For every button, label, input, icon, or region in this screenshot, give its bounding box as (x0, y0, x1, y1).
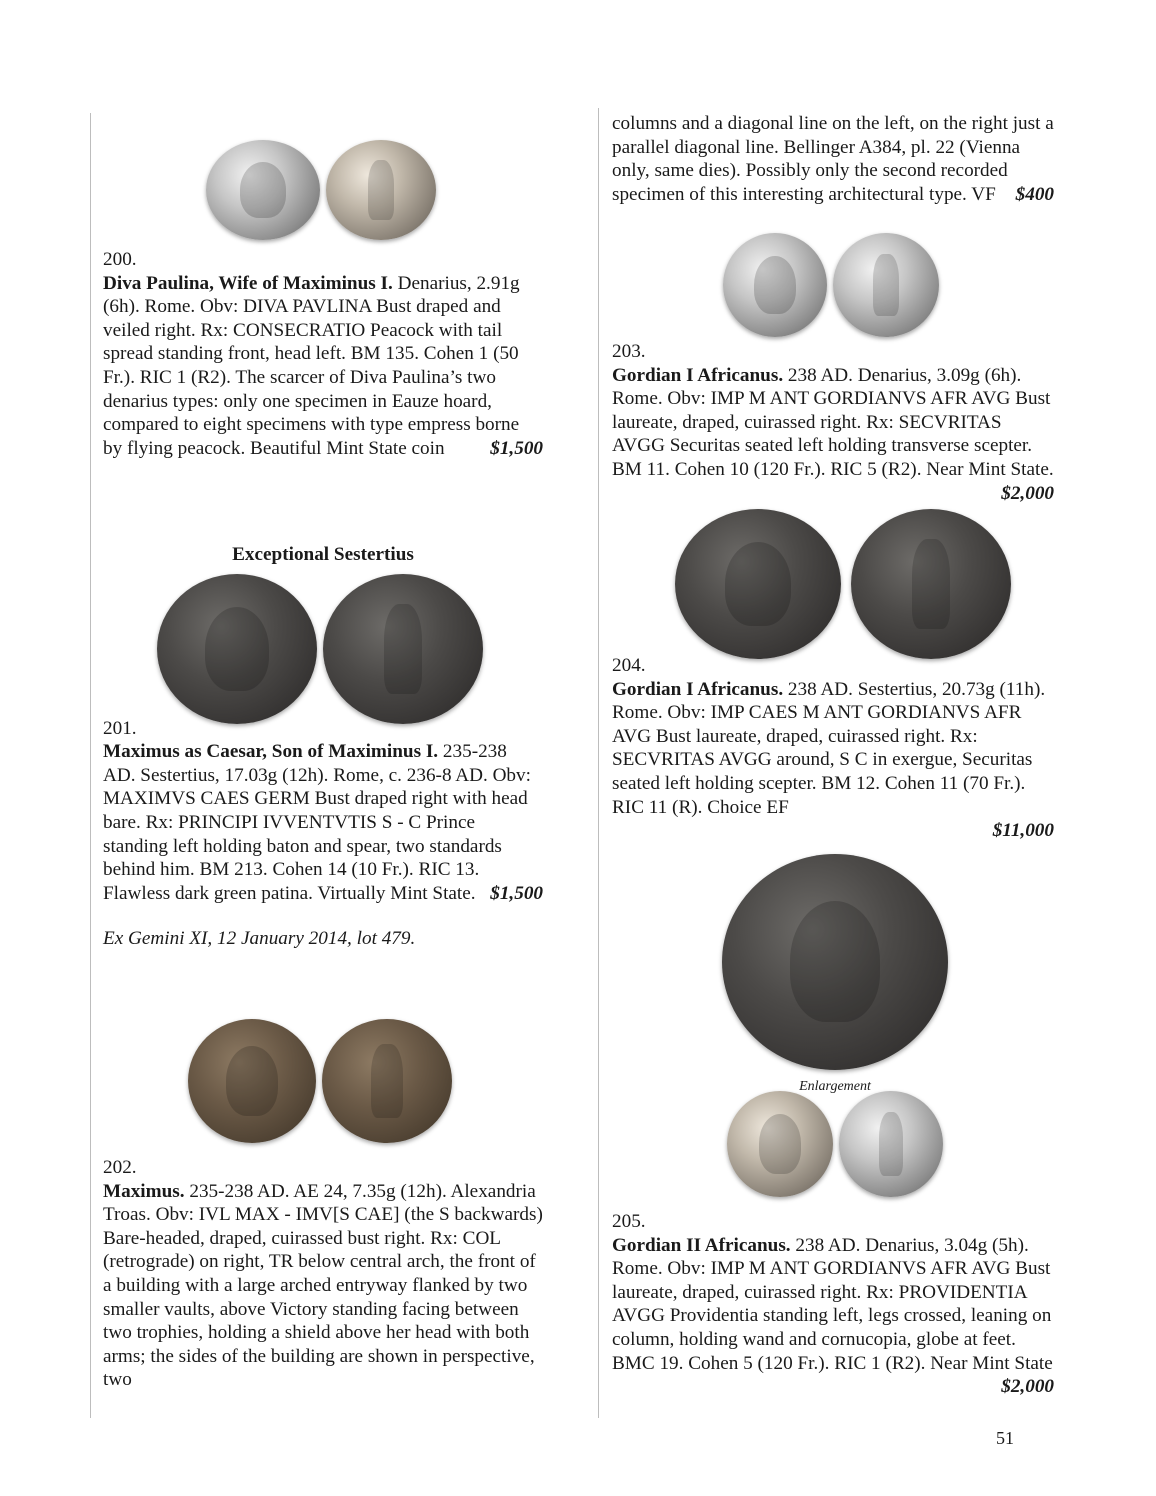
left-margin-rule (90, 113, 91, 1418)
lot-205-description: 238 AD. Denarius, 3.04g (5h). Rome. Obv: IMP M ANT GORDIANVS AFR AVG Bust laureate, draped, cuirassed right. Rx: PROVIDENTIA AVGG Providentia standing left, legs crossed, leaning on column, holding wand and cornucopia, globe at feet. BMC 19. Cohen 5 (120 Fr.). RIC 1 (R2). Near Mint State (612, 1234, 1053, 1374)
lot-204-description: 238 AD. Sestertius, 20.73g (11h). Rome. Obv: IMP CAES M ANT GORDIANVS AFR AVG Bust laureate, draped, cuirassed right. Rx: SECVRITAS AVGG around, S C in exergue, Securitas seated left holding scepter. BM 12. Cohen 11 (70 Fr.). RIC 11 (R). Choice EF (612, 678, 1046, 818)
lot-203-reverse-coin (833, 233, 939, 337)
lot-204 (612, 508, 1054, 1098)
lot-200-description: Denarius, 2.91g (6h). Rome. Obv: DIVA PAVLINA Bust draped and veiled right. Rx: CONSECRATIO Peacock with tail spread standing front, head left. BM 135. Cohen 1 (50 Fr.). RIC 1 (R2). The scarcer of Diva Paulina’s two denarius types: only one specimen in Eauze hoard, compared to eight specimens with type empress borne by flying peacock. Beautiful Mint State coin (103, 272, 520, 459)
lot-200-number: 200. (103, 249, 137, 270)
lot-202-obverse-coin (188, 1019, 316, 1143)
lot-202-continued (612, 112, 1054, 206)
lot-204-reverse-coin (851, 509, 1011, 659)
lot-200-price: $1,500 (490, 437, 543, 459)
lot-202-price: $400 (1015, 183, 1054, 205)
lot-203 (612, 232, 1054, 505)
lot-201-description: 235-238 AD. Sestertius, 17.03g (12h). Rome, c. 236-8 AD. Obv: MAXIMVS CAES GERM Bust draped right with head bare. Rx: PRINCIPI IVVENTVTIS S - C Prince standing left holding baton and spear, two standards behind him. BM 213. Cohen 14 (10 Fr.). RIC 13. Flawless dark green patina. Virtually Mint State. (103, 741, 531, 904)
lot-201-price: $1,500 (490, 882, 543, 904)
lot-201-obverse-coin (157, 574, 317, 724)
section-heading: Exceptional Sestertius (232, 544, 414, 565)
lot-201-reverse-coin (323, 574, 483, 724)
lot-204-price: $11,000 (992, 820, 1054, 842)
lot-202-number: 202. (103, 1157, 137, 1178)
lot-204-enlargement-caption: Enlargement (799, 1078, 871, 1094)
lot-205-obverse-coin (727, 1091, 833, 1197)
lot-204-enlargement (616, 853, 1054, 1071)
lot-201-coin-images (97, 573, 543, 725)
lot-203-title: Gordian I Africanus. (612, 364, 784, 386)
lot-205-coin-images (616, 1090, 1054, 1198)
lot-202-reverse-coin (322, 1019, 452, 1143)
lot-204-coin-images (632, 508, 1054, 660)
lot-205-title: Gordian II Africanus. (612, 1234, 791, 1256)
lot-202 (103, 1018, 543, 1392)
lot-202-description: 235-238 AD. AE 24, 7.35g (12h). Alexandria Troas. Obv: IVL MAX - IMV[S CAE] (the S backwards) Bare-headed, draped, cuirassed bust right. Rx: COL (retrograde) on right, TR below central arch, the front of a building with a large arched entryway flanked by two smaller vaults, above Victory standing facing between two trophies, holding a shield above her head with both arms; the sides of the building are shown in perspective, two (103, 1180, 543, 1391)
lot-204-obverse-coin (675, 509, 841, 659)
lot-201-title: Maximus as Caesar, Son of Maximinus I. (103, 741, 439, 763)
lot-204-title: Gordian I Africanus. (612, 678, 784, 700)
lot-205-reverse-coin (839, 1091, 943, 1197)
lot-201-number: 201. (103, 717, 137, 739)
lot-204-enlarged-coin (722, 854, 948, 1070)
lot-203-obverse-coin (723, 233, 827, 337)
lot-200-obverse-coin (206, 140, 320, 240)
lot-203-price: $2,000 (1001, 482, 1054, 504)
lot-204-number: 204. (612, 655, 646, 676)
lot-203-coin-images (608, 232, 1054, 338)
lot-205-price: $2,000 (1001, 1376, 1054, 1398)
lot-203-number: 203. (612, 341, 646, 362)
page-number: 51 (996, 1428, 1014, 1448)
lot-200 (103, 140, 543, 460)
lot-203-description: 238 AD. Denarius, 3.09g (6h). Rome. Obv: IMP M ANT GORDIANVS AFR AVG Bust laureate, draped, cuirassed right. Rx: SECVRITAS AVGG Securitas seated left holding transverse scepter. BM 11. Cohen 10 (120 Fr.). RIC 5 (R2). Near Mint State. (612, 364, 1054, 480)
lot-202-coin-images (97, 1018, 543, 1144)
lot-205-number: 205. (612, 1211, 646, 1232)
lot-200-reverse-coin (326, 140, 436, 240)
lot-202-continued-description: columns and a diagonal line on the left, on the right just a parallel diagonal line. Bellinger A384, pl. 22 (Vienna only, same dies). Possibly only the second recorded specimen of this interesting architectural type. VF (612, 113, 1054, 205)
lot-205 (612, 1090, 1054, 1399)
lot-200-title: Diva Paulina, Wife of Maximinus I. (103, 272, 393, 294)
lot-201 (103, 543, 543, 951)
lot-202-title: Maximus. (103, 1180, 185, 1202)
lot-200-coin-images (99, 140, 543, 240)
lot-201-provenance: Ex Gemini XI, 12 January 2014, lot 479. (103, 928, 416, 950)
column-divider (598, 108, 599, 1418)
